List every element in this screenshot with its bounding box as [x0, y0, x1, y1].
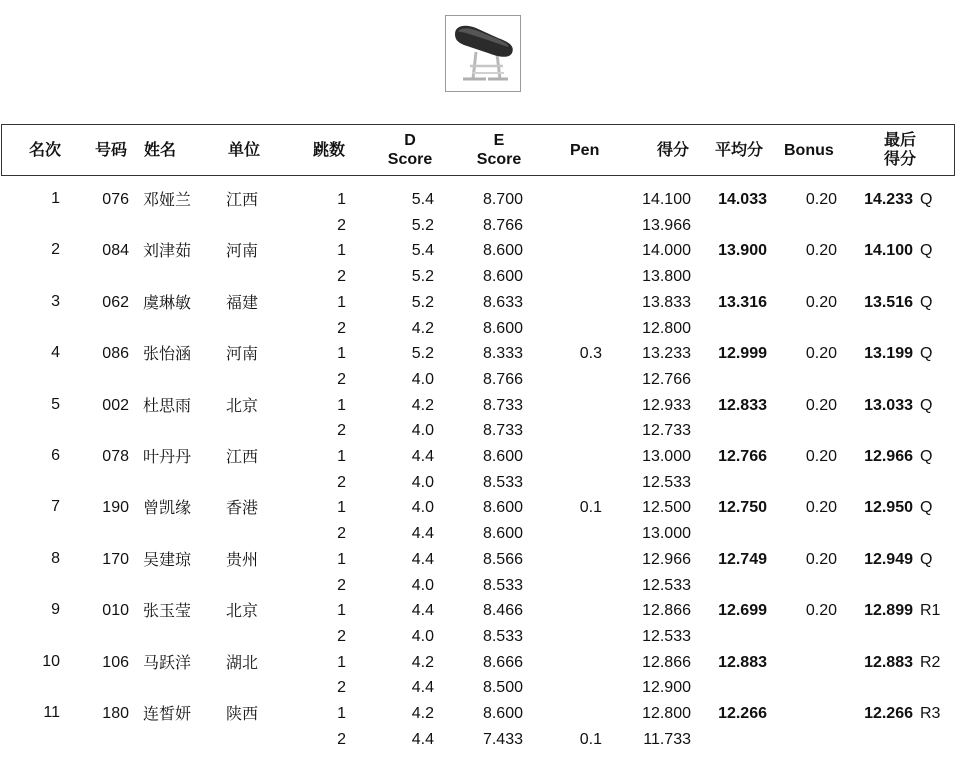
e-score: 8.600 — [482, 525, 523, 543]
final-score: 14.100 — [864, 242, 913, 260]
vault-number: 2 — [337, 627, 346, 645]
table-row — [0, 238, 960, 264]
table-row-secondary — [0, 727, 960, 753]
team-cell: 贵州 — [226, 549, 259, 569]
final-score: 13.199 — [864, 345, 913, 363]
table-row — [0, 495, 960, 521]
average-score: 12.749 — [718, 550, 767, 568]
penalty — [570, 624, 602, 650]
final-score: 12.899 — [864, 602, 913, 620]
athlete-name: 叶丹丹 — [143, 447, 192, 466]
vault-number: 2 — [337, 473, 346, 491]
header-score: 得分 — [657, 141, 690, 159]
qualification-mark: Q — [920, 345, 933, 363]
bonus-cell — [790, 701, 837, 727]
penalty — [570, 213, 602, 239]
e-score: 8.533 — [482, 576, 523, 594]
qualification-mark: Q — [920, 396, 933, 414]
penalty — [570, 521, 602, 547]
bib-cell: 062 — [102, 293, 129, 311]
e-score: 7.433 — [482, 730, 523, 748]
table-row-secondary — [0, 624, 960, 650]
qualification-mark: Q — [920, 293, 933, 311]
table-row-secondary — [0, 367, 960, 393]
average-score: 12.883 — [718, 653, 767, 671]
vault-number: 1 — [337, 550, 346, 568]
d-score: 4.4 — [411, 550, 434, 568]
athlete-name: 曾凯缘 — [143, 498, 192, 518]
penalty — [570, 238, 602, 264]
vault-number: 2 — [337, 679, 346, 697]
e-score: 8.600 — [482, 268, 523, 286]
penalty — [570, 418, 602, 444]
vault-score: 13.000 — [642, 448, 691, 465]
bib-cell: 106 — [102, 653, 129, 671]
d-score: 4.0 — [411, 473, 434, 491]
vault-score: 13.233 — [642, 345, 691, 363]
vault-number: 2 — [337, 576, 346, 594]
vault-number: 2 — [337, 422, 346, 440]
bib-cell: 084 — [102, 242, 129, 260]
e-score: 8.533 — [482, 627, 523, 645]
athlete-name: 刘津茹 — [143, 241, 192, 261]
e-score: 8.600 — [482, 242, 523, 260]
penalty — [570, 187, 602, 213]
header-vault-number: 跳数 — [313, 141, 346, 159]
penalty — [570, 701, 602, 727]
header-average: 平均分 — [715, 141, 764, 159]
average-score: 12.999 — [718, 345, 767, 363]
d-score: 4.4 — [411, 730, 434, 748]
vault-number: 1 — [337, 448, 346, 465]
d-score: 4.4 — [411, 602, 434, 620]
bib-cell: 076 — [102, 191, 129, 208]
vault-number: 1 — [337, 705, 346, 722]
rank-cell: 5 — [51, 395, 60, 413]
e-score: 8.766 — [482, 216, 523, 234]
rank-cell: 4 — [51, 344, 60, 362]
d-score: 4.0 — [411, 370, 434, 388]
vault-number: 1 — [337, 653, 346, 671]
team-cell: 陕西 — [226, 704, 259, 723]
bonus-cell: 0.20 — [805, 396, 837, 414]
final-score: 14.233 — [864, 191, 913, 208]
penalty: 0.3 — [579, 345, 602, 363]
bib-cell: 180 — [102, 705, 129, 722]
average-score: 12.766 — [718, 448, 767, 465]
vault-number: 1 — [337, 345, 346, 363]
final-score: 12.883 — [864, 653, 913, 671]
penalty — [570, 290, 602, 316]
header-final-line1: 最后 — [883, 132, 916, 149]
d-score: 4.4 — [411, 525, 434, 543]
penalty — [570, 598, 602, 624]
final-score: 12.266 — [864, 705, 913, 722]
header-d-score-line1: D — [404, 132, 416, 149]
e-score: 8.766 — [482, 370, 523, 388]
e-score: 8.566 — [482, 550, 523, 568]
bonus-cell: 0.20 — [805, 345, 837, 363]
vault-score: 11.733 — [643, 730, 691, 748]
e-score: 8.600 — [482, 448, 523, 465]
vault-score: 12.966 — [642, 550, 691, 568]
e-score: 8.500 — [482, 679, 523, 697]
team-cell: 福建 — [226, 292, 259, 312]
table-row-secondary — [0, 470, 960, 496]
d-score: 4.0 — [411, 499, 434, 517]
team-cell: 北京 — [226, 601, 259, 621]
header-penalty: Pen — [570, 141, 600, 159]
team-cell: 江西 — [226, 447, 259, 466]
final-score: 12.966 — [864, 448, 913, 465]
average-score: 12.699 — [718, 602, 767, 620]
bonus-cell — [790, 650, 837, 676]
average-score: 13.316 — [718, 293, 767, 311]
penalty — [570, 547, 602, 573]
vault-number: 2 — [337, 370, 346, 388]
vault-score: 14.000 — [642, 242, 691, 260]
d-score: 4.0 — [411, 576, 434, 594]
team-cell: 江西 — [226, 190, 259, 209]
athlete-name: 吴建琼 — [143, 549, 192, 569]
table-row — [0, 187, 960, 213]
e-score: 8.666 — [482, 653, 523, 671]
rank-cell: 7 — [51, 498, 60, 516]
d-score: 5.2 — [411, 293, 434, 311]
e-score: 8.533 — [482, 473, 523, 491]
d-score: 4.2 — [411, 705, 434, 722]
d-score: 5.2 — [411, 216, 434, 234]
table-row — [0, 341, 960, 367]
table-row — [0, 444, 960, 470]
vault-score: 12.800 — [642, 319, 691, 337]
team-cell: 香港 — [226, 498, 259, 518]
vault-number: 1 — [337, 499, 346, 517]
final-score: 12.950 — [864, 499, 913, 517]
vault-score: 12.800 — [642, 705, 691, 722]
average-score: 12.833 — [718, 396, 767, 414]
d-score: 4.2 — [411, 396, 434, 414]
vault-score: 14.100 — [642, 191, 691, 208]
qualification-mark: R1 — [920, 602, 941, 620]
table-row — [0, 701, 960, 727]
bib-cell: 170 — [102, 550, 129, 568]
vault-score: 12.533 — [642, 627, 691, 645]
average-score: 12.750 — [718, 499, 767, 517]
vault-score: 12.866 — [642, 653, 691, 671]
vault-number: 1 — [337, 396, 346, 414]
bib-cell: 002 — [102, 396, 129, 414]
table-row — [0, 598, 960, 624]
table-row-secondary — [0, 573, 960, 599]
table-row-secondary — [0, 675, 960, 701]
penalty — [570, 650, 602, 676]
e-score: 8.466 — [482, 602, 523, 620]
header-rank: 名次 — [29, 141, 62, 159]
vault-score: 13.966 — [642, 216, 691, 234]
d-score: 5.4 — [411, 191, 434, 208]
vault-score: 12.533 — [642, 576, 691, 594]
vault-number: 1 — [337, 191, 346, 208]
vault-number: 2 — [337, 319, 346, 337]
vault-number: 1 — [337, 602, 346, 620]
penalty — [570, 444, 602, 470]
header-d-score-line2: Score — [387, 151, 433, 168]
d-score: 4.0 — [411, 422, 434, 440]
final-score: 12.949 — [864, 550, 913, 568]
vault-score: 13.833 — [642, 293, 691, 311]
final-score: 13.516 — [864, 293, 913, 311]
final-score: 13.033 — [864, 396, 913, 414]
vault-number: 1 — [337, 242, 346, 260]
vault-number: 2 — [337, 216, 346, 234]
average-score: 14.033 — [718, 191, 767, 208]
table-row — [0, 393, 960, 419]
athlete-name: 张怡涵 — [143, 344, 192, 364]
e-score: 8.733 — [482, 422, 523, 440]
table-row — [0, 290, 960, 316]
e-score: 8.600 — [482, 705, 523, 722]
vault-number: 2 — [337, 730, 346, 748]
rank-cell: 3 — [51, 292, 60, 310]
header-bib: 号码 — [95, 141, 128, 159]
d-score: 4.4 — [411, 448, 434, 465]
athlete-name: 马跃洋 — [143, 652, 192, 672]
rank-cell: 8 — [51, 549, 60, 567]
bonus-cell: 0.20 — [805, 499, 837, 517]
table-row-secondary — [0, 264, 960, 290]
team-cell: 河南 — [226, 344, 259, 364]
bonus-cell: 0.20 — [805, 293, 837, 311]
vault-score: 12.766 — [642, 370, 691, 388]
e-score: 8.600 — [482, 499, 523, 517]
bib-cell: 086 — [102, 345, 129, 363]
qualification-mark: Q — [920, 550, 933, 568]
rank-cell: 1 — [51, 190, 60, 207]
d-score: 5.4 — [411, 242, 434, 260]
d-score: 5.2 — [411, 268, 434, 286]
header-bonus: Bonus — [784, 141, 834, 159]
bib-cell: 078 — [102, 448, 129, 465]
rank-cell: 10 — [42, 652, 60, 670]
d-score: 4.4 — [411, 679, 434, 697]
header-name: 姓名 — [144, 141, 177, 159]
vault-score: 13.000 — [642, 525, 691, 543]
rank-cell: 6 — [51, 447, 60, 464]
vault-score: 12.866 — [642, 602, 691, 620]
average-score: 13.900 — [718, 242, 767, 260]
vault-score: 12.933 — [642, 396, 691, 414]
average-score: 12.266 — [718, 705, 767, 722]
e-score: 8.333 — [482, 345, 523, 363]
rank-cell: 11 — [43, 704, 60, 721]
penalty — [570, 470, 602, 496]
team-cell: 湖北 — [226, 652, 259, 672]
d-score: 4.2 — [411, 319, 434, 337]
qualification-mark: Q — [920, 242, 933, 260]
penalty — [570, 367, 602, 393]
penalty — [570, 675, 602, 701]
penalty — [570, 264, 602, 290]
e-score: 8.600 — [482, 319, 523, 337]
penalty: 0.1 — [579, 499, 602, 517]
d-score: 4.2 — [411, 653, 434, 671]
table-row-secondary — [0, 213, 960, 239]
vault-score: 12.900 — [642, 679, 691, 697]
athlete-name: 张玉莹 — [143, 601, 192, 621]
d-score: 4.0 — [411, 627, 434, 645]
athlete-name: 邓娅兰 — [143, 190, 192, 209]
athlete-name: 杜思雨 — [143, 395, 192, 415]
bonus-cell: 0.20 — [805, 191, 837, 208]
header-e-score-line2: Score — [476, 151, 522, 168]
vault-score: 13.800 — [642, 268, 691, 286]
bib-cell: 010 — [102, 602, 129, 620]
penalty — [570, 393, 602, 419]
header-team: 单位 — [228, 141, 261, 159]
bonus-cell: 0.20 — [805, 448, 837, 465]
header-final-line2: 得分 — [883, 151, 916, 168]
vault-score: 12.500 — [642, 499, 691, 517]
penalty — [570, 573, 602, 599]
vault-number: 1 — [337, 293, 346, 311]
athlete-name: 虞琳敏 — [143, 292, 192, 312]
athlete-name: 连皙妍 — [143, 704, 192, 723]
penalty: 0.1 — [579, 730, 602, 748]
qualification-mark: R2 — [920, 653, 941, 671]
team-cell: 北京 — [226, 395, 259, 415]
table-row — [0, 547, 960, 573]
bonus-cell: 0.20 — [805, 602, 837, 620]
bib-cell: 190 — [102, 499, 129, 517]
d-score: 5.2 — [411, 345, 434, 363]
e-score: 8.633 — [482, 293, 523, 311]
table-row-secondary — [0, 418, 960, 444]
table-row — [0, 650, 960, 676]
qualification-mark: Q — [920, 448, 933, 465]
e-score: 8.733 — [482, 396, 523, 414]
e-score: 8.700 — [482, 191, 523, 208]
team-cell: 河南 — [226, 241, 259, 261]
qualification-mark: Q — [920, 191, 933, 208]
qualification-mark: Q — [920, 499, 933, 517]
table-row-secondary — [0, 521, 960, 547]
vault-number: 2 — [337, 525, 346, 543]
vault-score: 12.733 — [642, 422, 691, 440]
table-row-secondary — [0, 316, 960, 342]
rank-cell: 2 — [51, 241, 60, 259]
qualification-mark: R3 — [920, 705, 941, 722]
header-e-score-line1: E — [493, 132, 505, 149]
vault-score: 12.533 — [642, 473, 691, 491]
bonus-cell: 0.20 — [805, 242, 837, 260]
bonus-cell: 0.20 — [805, 550, 837, 568]
penalty — [570, 316, 602, 342]
rank-cell: 9 — [51, 601, 60, 619]
vault-number: 2 — [337, 268, 346, 286]
